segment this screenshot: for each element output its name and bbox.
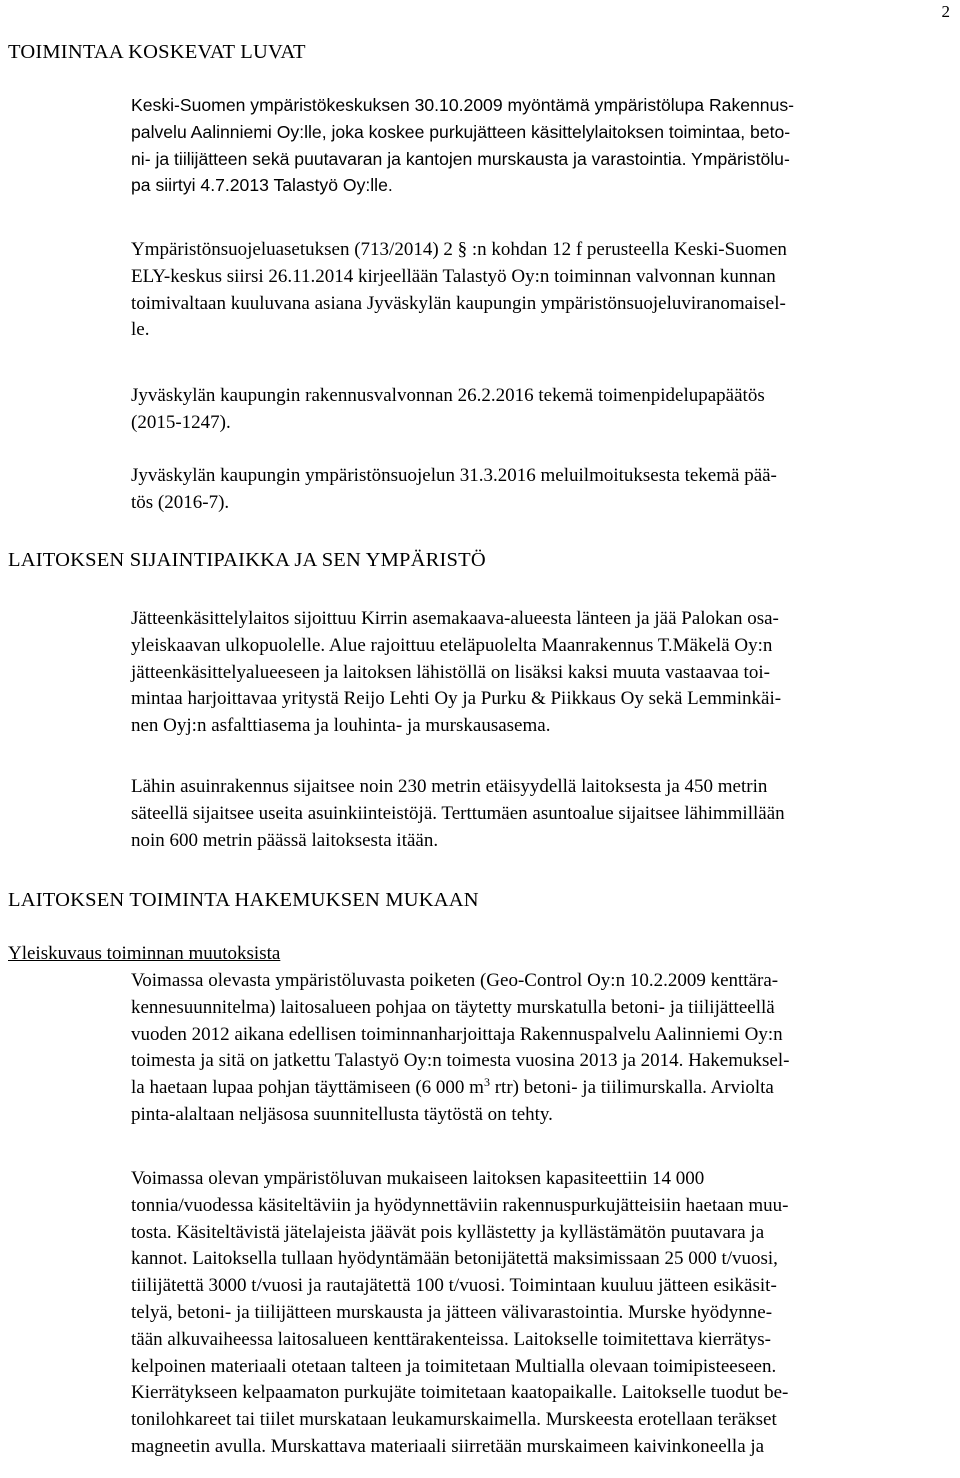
section-heading-location: LAITOKSEN SIJAINTIPAIKKA JA SEN YMPÄRISTÖ xyxy=(8,549,486,571)
text-line: pa siirtyi 4.7.2013 Talastyö Oy:lle. xyxy=(131,175,393,196)
text-line: Voimassa olevan ympäristöluvan mukaiseen laitoksen kapasiteettiin 14 000 xyxy=(131,1168,705,1189)
paragraph-nearest-residence xyxy=(131,774,943,854)
text-line: noin 600 metrin päässä laitoksesta itään. xyxy=(131,829,439,851)
text-line: tiilijätettä 3000 t/vuosi ja rautajätettä 100 t/vuosi. Toimintaan kuuluu jätteen esikäsit- xyxy=(131,1275,777,1297)
text-line: tosta. Käsiteltävistä jätelajeista jäävät pois kyllästetty ja kyllästämätön puutavara ja xyxy=(131,1221,765,1243)
text-line: le. xyxy=(131,319,150,341)
text-fragment: rtr) betoni- ja tiilimurskalla. Arviolta xyxy=(489,1077,774,1099)
paragraph-permit-2009 xyxy=(131,92,943,199)
text-line: toimivaltaan kuuluvana asiana Jyväskylän kaupungin ympäristönsuojeluviranomaisel- xyxy=(131,292,786,314)
superscript: 3 xyxy=(483,1075,490,1090)
text-fragment: la haetaan lupaa pohjan täyttämiseen (6 000 m xyxy=(131,1077,484,1099)
text-line: magneetin avulla. Murskattava materiaali siirretään murskaimeen kaivinkoneella ja xyxy=(131,1435,765,1457)
section-heading-permits: TOIMINTAA KOSKEVAT LUVAT xyxy=(8,41,306,63)
text-line: mintaa harjoittavaa yritystä Reijo Lehti Oy ja Purku & Piikkaus Oy sekä Lemminkäi- xyxy=(131,688,782,710)
text-line: jätteenkäsittelyalueeseen ja laitoksen lähistöllä on lisäksi kaksi muuta vastaavaa toi- xyxy=(131,661,770,683)
paragraph-location xyxy=(131,606,943,740)
paragraph-capacity xyxy=(131,1166,943,1461)
text-line: tös (2016-7). xyxy=(131,491,230,513)
text-line: tään alkuvaiheessa laitosalueen kenttärakenteissa. Laitokselle toimitettava kierrätys- xyxy=(131,1328,771,1350)
text-line: (2015-1247). xyxy=(131,411,231,433)
text-line: yleiskaavan ulkopuolelle. Alue rajoittuu eteläpuolelta Maanrakennus T.Mäkelä Oy:n xyxy=(131,634,773,656)
text-line: tonnia/vuodessa käsiteltäviin ja hyödynnettäviin rakennuspurkujätteisiin haetaan muu- xyxy=(131,1194,789,1216)
text-line: ni- ja tiilijätteen sekä puutavaran ja kantojen murskausta ja varastointia. Ympäristölu- xyxy=(131,148,790,169)
text-line: Voimassa olevasta ympäristöluvasta poiketen (Geo-Control Oy:n 10.2.2009 kenttära- xyxy=(131,970,779,991)
text-line: Ympäristönsuojeluasetuksen (713/2014) 2 § :n kohdan 12 f perusteella Keski-Suomen xyxy=(131,239,787,260)
paragraph-base-filling xyxy=(131,968,943,1129)
paragraph-noise-decision xyxy=(131,463,943,517)
text-line: Keski-Suomen ympäristökeskuksen 30.10.2009 myöntämä ympäristölupa Rakennus- xyxy=(131,95,795,115)
text-line: Jyväskylän kaupungin rakennusvalvonnan 26.2.2016 tekemä toimenpidelupapäätös xyxy=(131,385,765,406)
text-line: säteellä sijaitsee useita asuinkiinteistöjä. Terttumäen asuntoalue sijaitsee lähimmillään xyxy=(131,802,785,824)
text-line: kennesuunnitelma) laitosalueen pohjaa on täytetty murskatulla betoni- ja tiilijätteellä xyxy=(131,996,775,1018)
text-line: vuoden 2012 aikana edellisen toiminnanharjoittaja Rakennuspalvelu Aalinniemi Oy:n xyxy=(131,1023,783,1045)
page-number: 2 xyxy=(941,2,950,21)
subheading-changes-overview: Yleiskuvaus toiminnan muutoksista xyxy=(8,943,281,964)
paragraph-building-permit xyxy=(131,383,943,437)
text-line: Lähin asuinrakennus sijaitsee noin 230 metrin etäisyydellä laitoksesta ja 450 metrin xyxy=(131,776,768,797)
text-line xyxy=(131,1075,943,1102)
text-line: pinta-alaltaan neljäsosa suunnitellusta täytöstä on tehty. xyxy=(131,1103,553,1125)
section-heading-operation: LAITOKSEN TOIMINTA HAKEMUKSEN MUKAAN xyxy=(8,889,479,911)
paragraph-ely-transfer xyxy=(131,237,943,344)
text-line: toimesta ja sitä on jatkettu Talastyö Oy:n toimesta vuosina 2013 ja 2014. Hakemuksel- xyxy=(131,1050,790,1072)
text-line: kannot. Laitoksella tullaan hyödyntämään betonijätettä maksimissaan 25 000 t/vuosi, xyxy=(131,1248,778,1270)
text-line: ELY-keskus siirsi 26.11.2014 kirjeellään Talastyö Oy:n toiminnan valvonnan kunnan xyxy=(131,265,776,287)
text-line: Kierrätykseen kelpaamaton purkujäte toimitetaan kaatopaikalle. Laitokselle tuodut be- xyxy=(131,1382,789,1404)
text-line: Jätteenkäsittelylaitos sijoittuu Kirrin asemakaava-alueesta länteen ja jää Palokan osa- xyxy=(131,608,779,629)
text-line: palvelu Aalinniemi Oy:lle, joka koskee purkujätteen käsittelylaitoksen toimintaa, beto- xyxy=(131,121,791,142)
text-line: kelpoinen materiaali otetaan talteen ja toimitetaan Multialla olevaan toimipisteeseen. xyxy=(131,1355,777,1377)
text-line: telyä, betoni- ja tiilijätteen murskausta ja jätteen välivarastointia. Murske hyödynne- xyxy=(131,1301,773,1323)
text-line: nen Oyj:n asfalttiasema ja louhinta- ja murskausasema. xyxy=(131,715,551,737)
text-line: Jyväskylän kaupungin ympäristönsuojelun 31.3.2016 meluilmoituksesta tekemä pää- xyxy=(131,465,777,486)
text-line: tonilohkareet tai tiilet murskataan leukamurskaimella. Murskeesta erotellaan teräkset xyxy=(131,1409,777,1431)
